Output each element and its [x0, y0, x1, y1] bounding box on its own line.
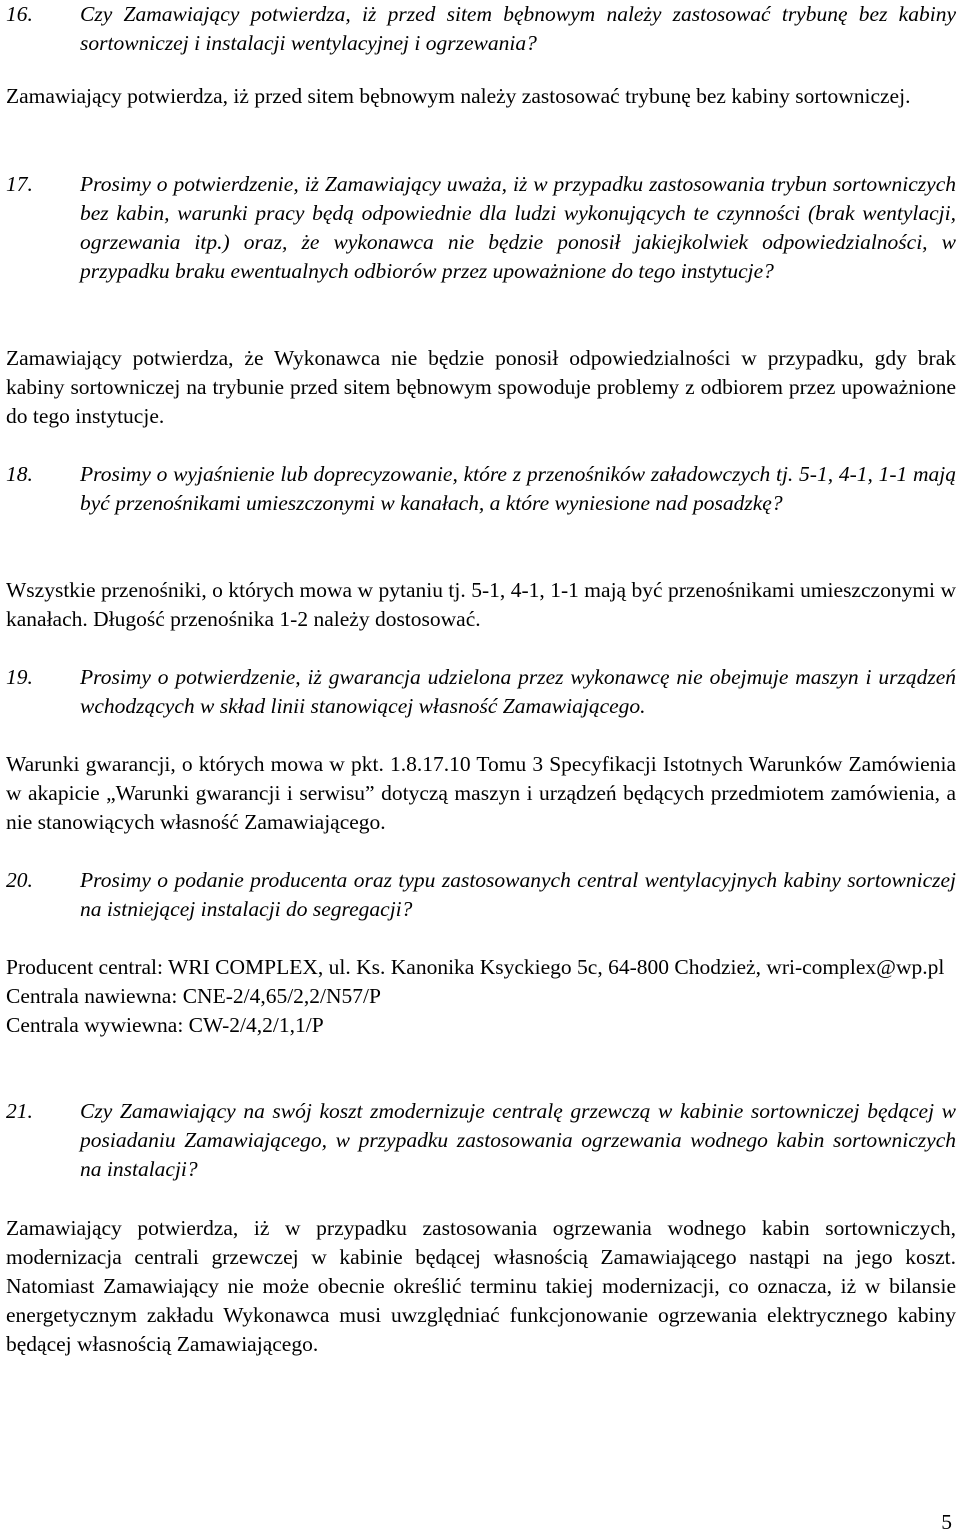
question-text: Prosimy o podanie producenta oraz typu zastosowanych central wentylacyjnych kabiny sortowniczej na istniejącej instalacji do segregacji?	[80, 868, 956, 921]
question-16	[6, 0, 956, 58]
question-text: Prosimy o potwierdzenie, iż Zamawiający uważa, iż w przypadku zastosowania trybun sortowniczych bez kabin, warunki pracy będą odpowiednie dla ludzi wykonujących te czynności (brak wentylacji, ogrzewania itp.) oraz, że wykonawca nie będzie ponosił jakiejkolwiek odpowiedzialności, w przypadku braku ewentualnych odbiorów przez upoważnione do tego instytucje?	[80, 172, 956, 283]
question-number: 16.	[6, 2, 33, 26]
question-21	[6, 1097, 956, 1184]
question-text: Prosimy o wyjaśnienie lub doprecyzowanie, które z przenośników załadowczych tj. 5-1, 4-1, 1-1 mają być przenośnikami umieszczonymi w kanałach, a które wyniesione nad posadzkę?	[80, 462, 956, 515]
question-17	[6, 170, 956, 286]
answer-text-producer: Producent central: WRI COMPLEX, ul. Ks. Kanonika Ksyckiego 5c, 64-800 Chodzież, wri-complex@wp.pl	[6, 955, 945, 979]
answer-text: Wszystkie przenośniki, o których mowa w pytaniu tj. 5-1, 4-1, 1-1 mają być przenośnikami umieszczonymi w kanałach. Długość przenośnika 1-2 należy dostosować.	[6, 578, 956, 631]
question-text: Czy Zamawiający potwierdza, iż przed sitem bębnowym należy zastosować trybunę bez kabiny sortowniczej i instalacji wentylacyjnej i ogrzewania?	[80, 2, 956, 55]
answer-17	[6, 344, 956, 431]
answer-20	[6, 953, 956, 1040]
answer-21	[6, 1214, 956, 1359]
answer-text: Zamawiający potwierdza, że Wykonawca nie będzie ponosił odpowiedzialności w przypadku, gdy brak kabiny sortowniczej na trybunie przed sitem bębnowym spowoduje problemy z odbiorem przez upoważnione do tego instytucje.	[6, 346, 956, 428]
question-number: 21.	[6, 1099, 33, 1123]
question-number: 17.	[6, 172, 33, 196]
answer-16	[6, 82, 956, 111]
question-number: 20.	[6, 868, 33, 892]
answer-text-exhaust-unit: Centrala wywiewna: CW-2/4,2/1,1/P	[6, 1013, 324, 1037]
answer-18	[6, 576, 956, 634]
answer-text: Warunki gwarancji, o których mowa w pkt. 1.8.17.10 Tomu 3 Specyfikacji Istotnych Warunków Zamówienia w akapicie „Warunki gwarancji i serwisu” dotyczą maszyn i urządzeń będących przedmiotem zamówienia, a nie stanowiących własność Zamawiającego.	[6, 752, 956, 834]
question-text: Czy Zamawiający na swój koszt zmodernizuje centralę grzewczą w kabinie sortowniczej będącej w posiadaniu Zamawiającego, w przypadku zastosowania ogrzewania wodnego kabin sortowniczych na instalacji?	[80, 1099, 956, 1181]
question-number: 19.	[6, 665, 33, 689]
answer-text: Zamawiający potwierdza, iż przed sitem bębnowym należy zastosować trybunę bez kabiny sortowniczej.	[6, 84, 911, 108]
question-18	[6, 460, 956, 518]
answer-19	[6, 750, 956, 837]
answer-text: Zamawiający potwierdza, iż w przypadku zastosowania ogrzewania wodnego kabin sortowniczych, modernizacja centrali grzewczej w kabinie będącej własnością Zamawiającego nastąpi na jego koszt. Natomiast Zamawiający nie może obecnie określić terminu takiej modernizacji, co oznacza, iż w bilansie energetycznym zakładu Wykonawca musi uwzględniać funkcjonowanie ogrzewania elektrycznego kabiny będącej własnością Zamawiającego.	[6, 1216, 956, 1356]
question-19	[6, 663, 956, 721]
question-number: 18.	[6, 462, 33, 486]
page-number: 5	[941, 1510, 952, 1534]
question-text: Prosimy o potwierdzenie, iż gwarancja udzielona przez wykonawcę nie obejmuje maszyn i urządzeń wchodzących w skład linii stanowiącej własność Zamawiającego.	[80, 665, 956, 718]
answer-text-supply-unit: Centrala nawiewna: CNE-2/4,65/2,2/N57/P	[6, 984, 381, 1008]
question-20	[6, 866, 956, 924]
